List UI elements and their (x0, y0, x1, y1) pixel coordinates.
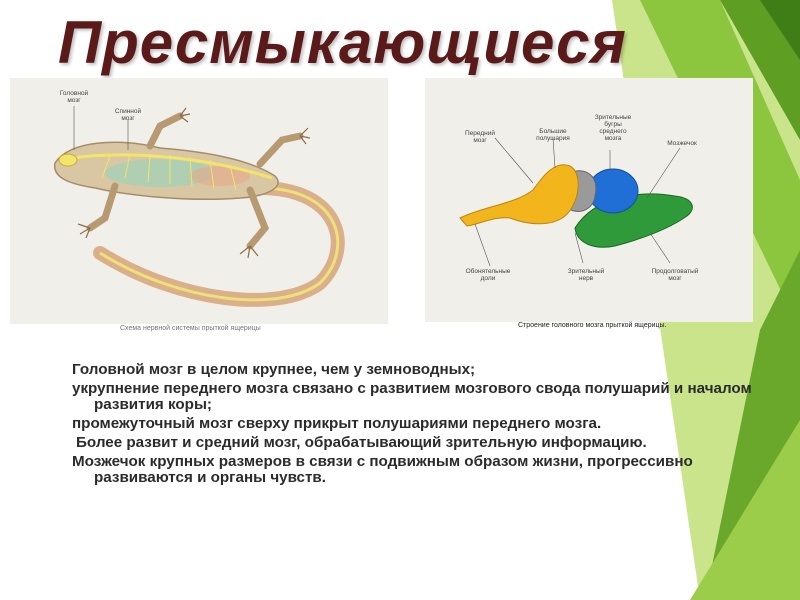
left-figure-caption: Схема нервной системы прыткой ящерицы (120, 325, 261, 332)
label-forebrain: Передний мозг (464, 130, 496, 144)
label-optic-nerve: Зрительный нерв (567, 268, 605, 282)
label-midbrain: Зрительные бугры среднего мозга (594, 114, 632, 142)
page-title: Пресмыкающиеся (58, 9, 627, 76)
label-cerebellum: Мозжечок (667, 140, 697, 147)
label-medulla: Продолговатый мозг (651, 268, 699, 282)
label-hemispheres: Большие полушария (536, 128, 570, 142)
lizard-brain-figure (425, 78, 753, 322)
list-item: Головной мозг в целом крупнее, чем у земноводных; (72, 361, 476, 378)
lizard-illustration (10, 78, 388, 324)
label-brain: Головной мозг (59, 90, 89, 104)
list-item: Более развит и средний мозг, обрабатывающий зрительную информацию. (76, 434, 647, 451)
label-olfactory-lobes: Обонятельные доли (465, 268, 511, 282)
description-list (72, 362, 762, 489)
label-spinal-cord: Спинной мозг (114, 108, 142, 122)
list-item: Мозжечок крупных размеров в связи с подвижным образом жизни, прогрессивно развиваются и органы чувств. (72, 453, 693, 486)
list-item: промежуточный мозг сверху прикрыт полушариями переднего мозга. (72, 415, 602, 432)
right-figure-caption: Строение головного мозга прыткой ящерицы. (518, 322, 667, 329)
list-item: укрупнение переднего мозга связано с развитием мозгового свода полушарий и началом развития коры; (72, 380, 752, 413)
lizard-nervous-system-figure (10, 78, 388, 324)
